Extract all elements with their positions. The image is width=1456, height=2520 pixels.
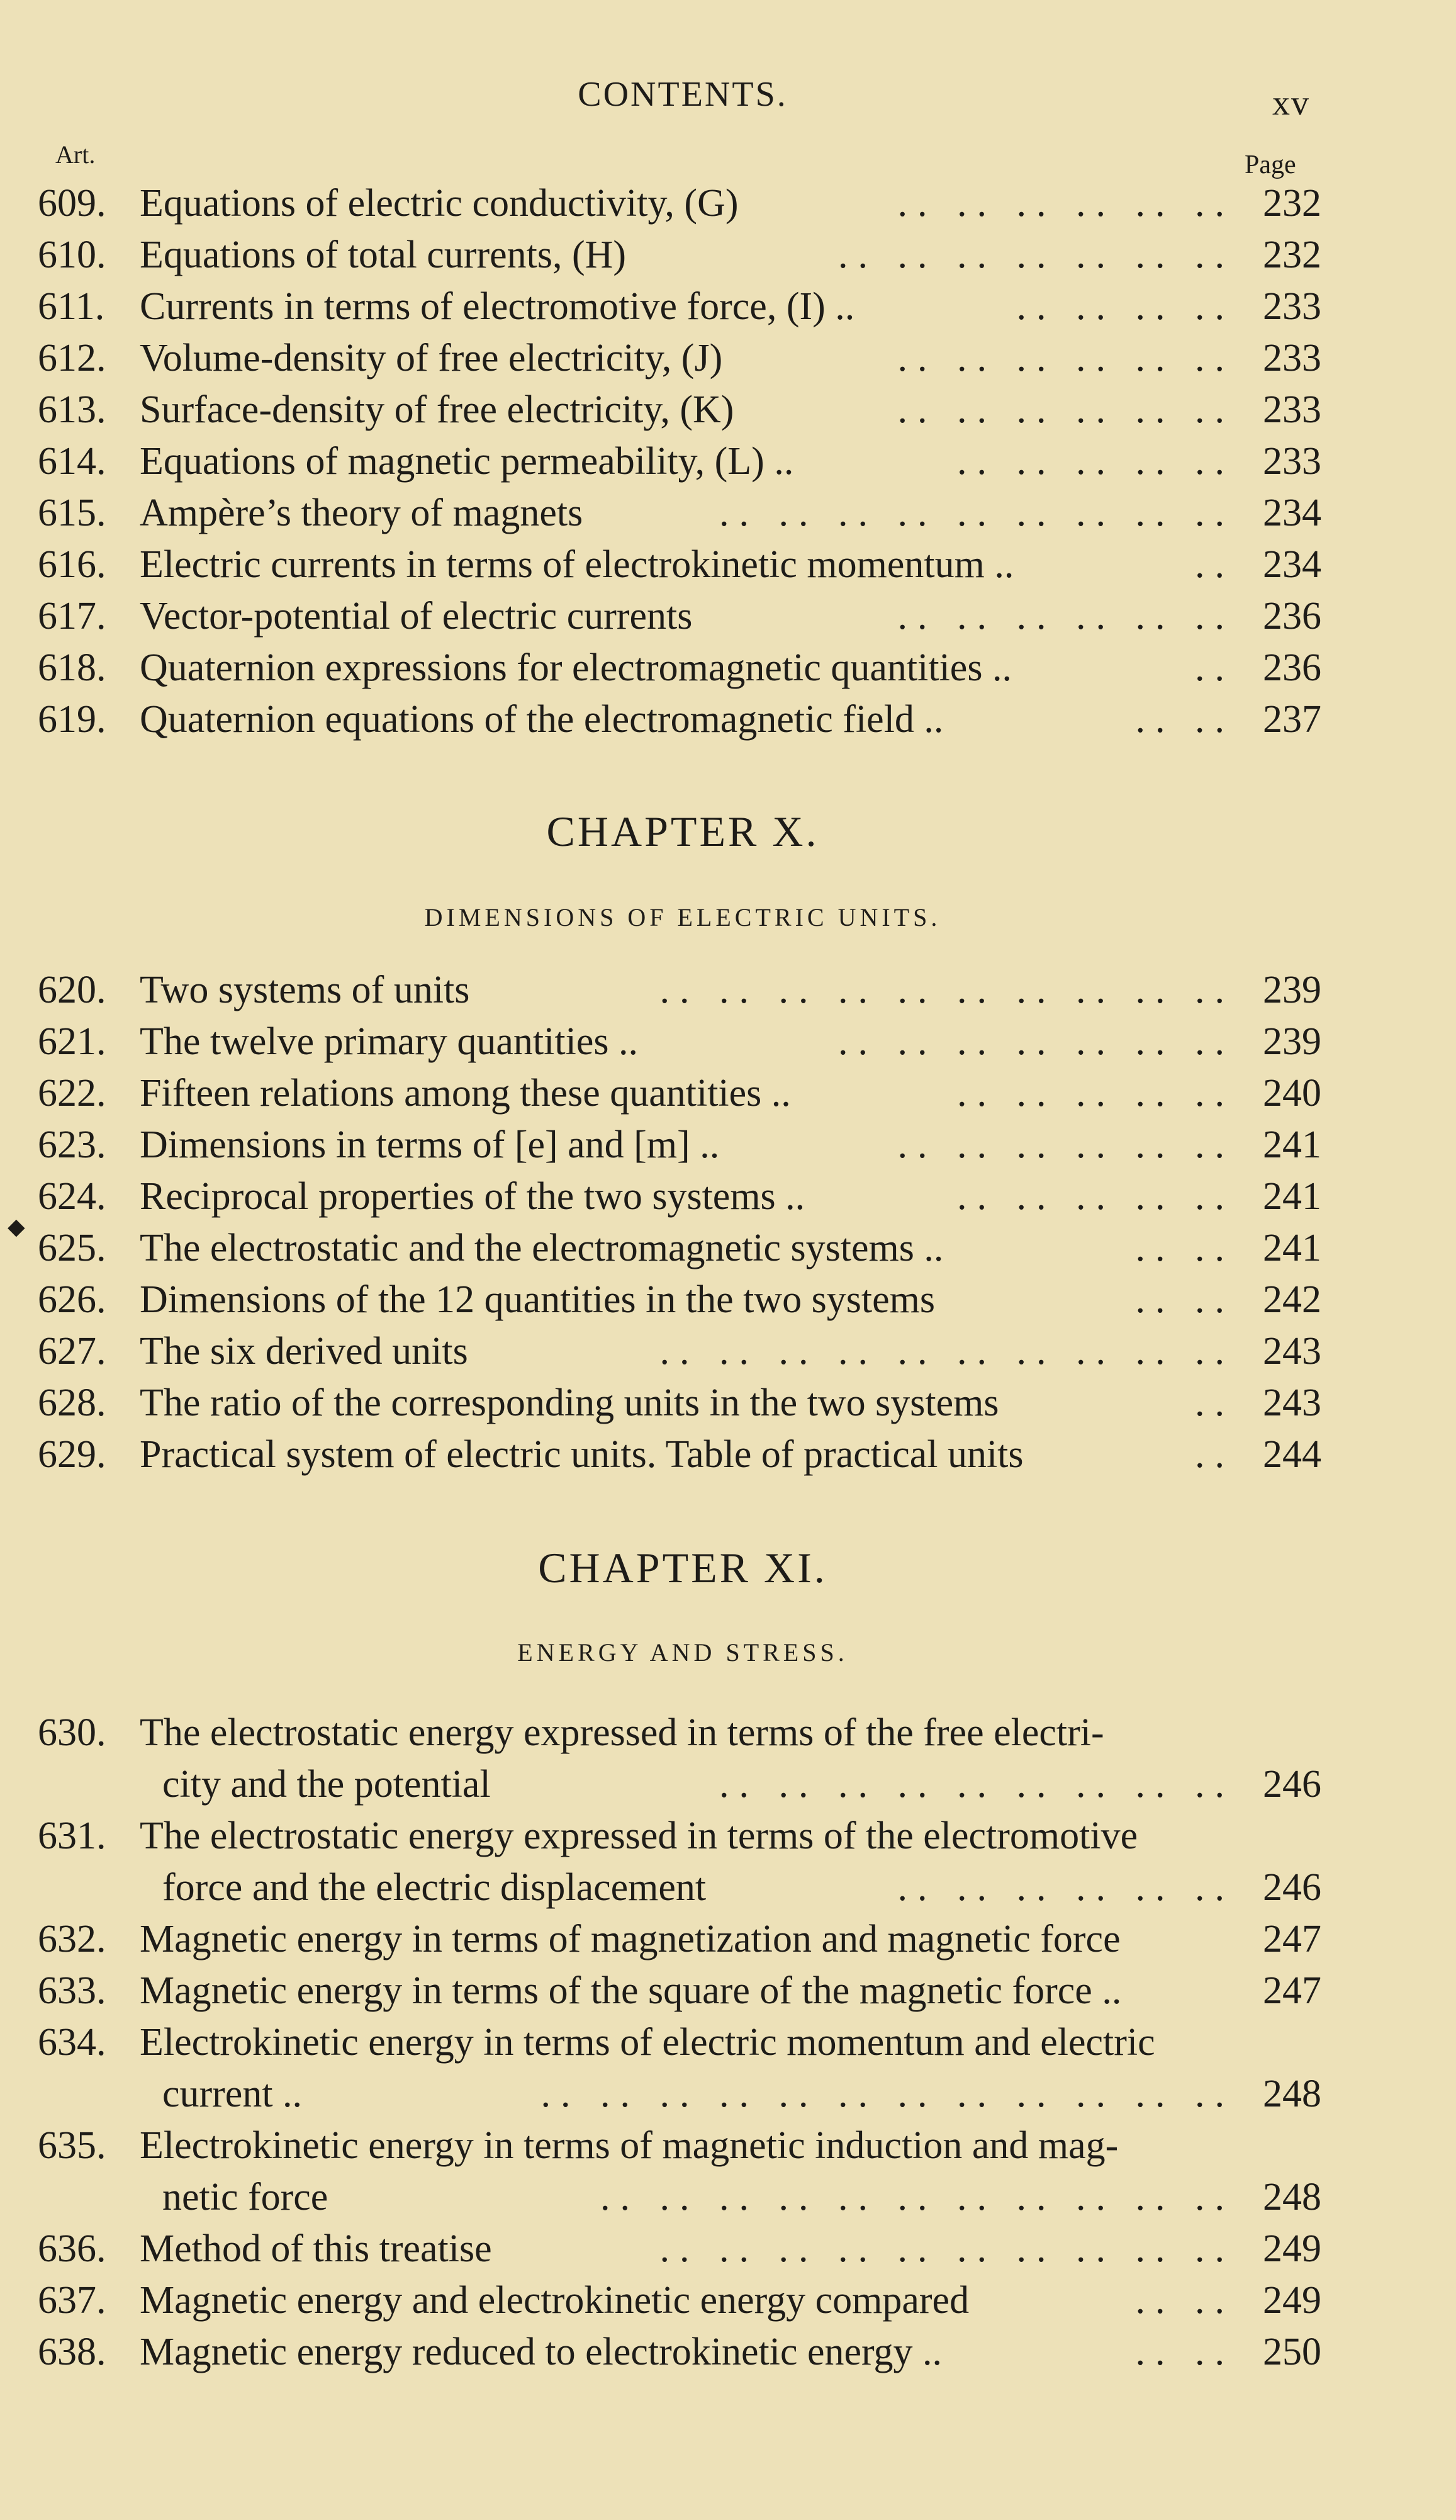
page-ref: 233 — [1263, 285, 1321, 328]
article-column-label: Art. — [55, 140, 96, 169]
bullet-marker-icon: ◆ — [8, 1214, 25, 1239]
dot-leader: .. .. .. .. .. — [957, 1072, 1235, 1115]
article-number: 618. — [38, 646, 106, 689]
contents-entry — [38, 1067, 1321, 1119]
page-ref: 232 — [1263, 233, 1321, 276]
article-number: 631. — [38, 1814, 106, 1857]
dot-leader: .. — [1195, 646, 1235, 689]
contents-entry — [38, 1016, 1321, 1067]
dot-leader: .. .. .. .. .. .. .. .. .. — [719, 1763, 1235, 1806]
entry-title: Currents in terms of electromotive force, (I) .. — [140, 285, 855, 328]
contents-entry — [38, 1119, 1321, 1171]
page-ref: 248 — [1263, 2176, 1321, 2219]
article-number: 620. — [38, 969, 106, 1011]
article-number: 629. — [38, 1433, 106, 1476]
entry-title-line1: Electrokinetic energy in terms of magnetic induction and mag- — [140, 2124, 1119, 2167]
chapter-heading-xi: CHAPTER XI. — [538, 1544, 827, 1592]
dot-leader: .. .. — [1135, 2279, 1235, 2322]
page-ref: 236 — [1263, 595, 1321, 638]
contents-entry — [38, 332, 1321, 384]
entry-title: Dimensions of the 12 quantities in the two systems — [140, 1278, 936, 1321]
article-number: 635. — [38, 2124, 106, 2167]
contents-entry — [38, 2120, 1321, 2223]
entry-title: Magnetic energy and electrokinetic energy compared — [140, 2279, 970, 2322]
contents-entry — [38, 1325, 1321, 1377]
entry-title: Magnetic energy in terms of the square of the magnetic force .. — [140, 1969, 1122, 2012]
entry-title: Surface-density of free electricity, (K) — [140, 388, 734, 431]
article-number: 625. — [38, 1227, 106, 1269]
entry-title: Magnetic energy reduced to electrokinetic energy .. — [140, 2331, 943, 2373]
article-number: 622. — [38, 1072, 106, 1115]
contents-entry — [38, 2326, 1321, 2378]
page-ref: 239 — [1263, 1020, 1321, 1063]
contents-entry — [38, 2017, 1321, 2120]
dot-leader: .. .. .. .. .. .. .. — [838, 233, 1235, 276]
entry-title: The electrostatic and the electromagnetic systems .. — [140, 1227, 944, 1269]
entry-title: Equations of electric conductivity, (G) — [140, 182, 739, 225]
running-head — [0, 74, 1456, 125]
page-ref: 250 — [1263, 2331, 1321, 2373]
page-ref: 236 — [1263, 646, 1321, 689]
page-ref: 234 — [1263, 543, 1321, 586]
article-number: 637. — [38, 2279, 106, 2322]
page-ref: 237 — [1263, 698, 1321, 741]
entry-title-line2: force and the electric displacement — [162, 1866, 707, 1909]
page-ref: 243 — [1263, 1381, 1321, 1424]
entry-title: Reciprocal properties of the two systems .. — [140, 1175, 805, 1218]
dot-leader: .. — [1195, 543, 1235, 586]
entry-title: Equations of total currents, (H) — [140, 233, 627, 276]
contents-entry — [38, 1913, 1321, 1965]
entry-title: Method of this treatise — [140, 2227, 492, 2270]
page-ref: 232 — [1263, 182, 1321, 225]
contents-entry — [38, 1274, 1321, 1325]
page-ref: 248 — [1263, 2073, 1321, 2115]
article-number: 632. — [38, 1918, 106, 1960]
entry-title: Electric currents in terms of electrokinetic momentum .. — [140, 543, 1014, 586]
page-title: CONTENTS. — [578, 75, 788, 114]
article-number: 613. — [38, 388, 106, 431]
chapter-subheading-x: DIMENSIONS OF ELECTRIC UNITS. — [424, 903, 941, 931]
dot-leader: .. .. — [1135, 1278, 1235, 1321]
contents-entry — [38, 1222, 1321, 1274]
dot-leader: .. .. .. .. .. .. — [897, 337, 1235, 380]
article-number: 611. — [38, 285, 105, 328]
page-ref: 247 — [1263, 1969, 1321, 2012]
contents-entry — [38, 964, 1321, 1016]
contents-entry — [38, 229, 1321, 281]
article-number: 624. — [38, 1175, 106, 1218]
article-number: 621. — [38, 1020, 106, 1063]
article-number: 614. — [38, 440, 106, 483]
chapter-heading-x: CHAPTER X. — [546, 807, 819, 855]
page-ref: 233 — [1263, 388, 1321, 431]
article-number: 638. — [38, 2331, 106, 2373]
chapter-subheading-xi: ENERGY AND STRESS. — [517, 1638, 848, 1667]
entry-title-line2: current .. — [162, 2073, 303, 2115]
entry-title: The ratio of the corresponding units in the two systems — [140, 1381, 999, 1424]
contents-entry — [38, 642, 1321, 694]
page-ref: 233 — [1263, 337, 1321, 380]
page-ref: 234 — [1263, 492, 1321, 534]
dot-leader: .. .. .. .. .. .. .. .. .. .. .. — [600, 2176, 1235, 2219]
page-column-label: Page — [1245, 150, 1296, 179]
page-ref: 247 — [1263, 1918, 1321, 1960]
contents-entry — [38, 2223, 1321, 2275]
entry-title-line2: city and the potential — [162, 1763, 491, 1806]
page-ref: 246 — [1263, 1763, 1321, 1806]
dot-leader: .. — [1195, 1381, 1235, 1424]
entry-title-line1: The electrostatic energy expressed in terms of the free electri- — [140, 1711, 1104, 1754]
contents-entry — [38, 590, 1321, 642]
entry-title-line2: netic force — [162, 2176, 328, 2219]
page-ref: 249 — [1263, 2227, 1321, 2270]
contents-entry — [38, 2275, 1321, 2326]
dot-leader: .. .. .. .. .. .. — [897, 595, 1235, 638]
entry-title: Fifteen relations among these quantities .. — [140, 1072, 791, 1115]
contents-entry — [38, 1171, 1321, 1222]
dot-leader: .. .. .. .. .. .. — [897, 388, 1235, 431]
article-number: 626. — [38, 1278, 106, 1321]
dot-leader: .. .. .. .. .. .. — [897, 1866, 1235, 1909]
entry-title: Two systems of units — [140, 969, 470, 1011]
dot-leader: .. .. .. .. .. .. .. .. .. .. — [659, 1330, 1235, 1373]
page-ref: 246 — [1263, 1866, 1321, 1909]
entry-title-line1: Electrokinetic energy in terms of electric momentum and electric — [140, 2021, 1155, 2064]
entry-title: Volume-density of free electricity, (J) — [140, 337, 723, 380]
dot-leader: .. .. .. .. .. .. .. .. .. .. .. .. — [540, 2073, 1235, 2115]
contents-list-chapter-xi — [38, 1707, 1321, 2378]
contents-list-section1 — [38, 177, 1321, 745]
contents-entry — [38, 1429, 1321, 1480]
dot-leader: .. .. .. .. .. — [957, 440, 1235, 483]
contents-entry — [38, 539, 1321, 590]
entry-title: Practical system of electric units. Table of practical units — [140, 1433, 1024, 1476]
article-number: 630. — [38, 1711, 106, 1754]
page-ref: 244 — [1263, 1433, 1321, 1476]
entry-title: Ampère’s theory of magnets — [140, 492, 583, 534]
article-number: 615. — [38, 492, 106, 534]
contents-entry — [38, 1707, 1321, 1810]
dot-leader: .. .. .. .. .. .. .. .. .. .. — [659, 2227, 1235, 2270]
page-ref: 243 — [1263, 1330, 1321, 1373]
entry-title: The six derived units — [140, 1330, 468, 1373]
contents-entry — [38, 694, 1321, 745]
entry-title: Quaternion equations of the electromagnetic field .. — [140, 698, 944, 741]
article-number: 634. — [38, 2021, 106, 2064]
contents-entry — [38, 177, 1321, 229]
entry-title: The twelve primary quantities .. — [140, 1020, 638, 1063]
page-ref: 241 — [1263, 1175, 1321, 1218]
article-number: 617. — [38, 595, 106, 638]
page-ref: 242 — [1263, 1278, 1321, 1321]
dot-leader: .. .. .. .. .. .. .. — [838, 1020, 1235, 1063]
contents-entry — [38, 1377, 1321, 1429]
dot-leader: .. .. .. .. .. .. — [897, 1123, 1235, 1166]
contents-entry — [38, 1810, 1321, 1913]
article-number: 623. — [38, 1123, 106, 1166]
dot-leader: .. — [1195, 1433, 1235, 1476]
entry-title: Equations of magnetic permeability, (L) .. — [140, 440, 794, 483]
page-ref: 239 — [1263, 969, 1321, 1011]
dot-leader: .. .. .. .. .. .. — [897, 182, 1235, 225]
entry-title: Dimensions in terms of [e] and [m] .. — [140, 1123, 720, 1166]
entry-title-line1: The electrostatic energy expressed in terms of the electromotive — [140, 1814, 1138, 1857]
contents-entry — [38, 281, 1321, 332]
contents-entry — [38, 487, 1321, 539]
article-number: 610. — [38, 233, 106, 276]
dot-leader: .. .. .. .. .. — [957, 1175, 1235, 1218]
dot-leader: .. .. — [1135, 2331, 1235, 2373]
contents-list-chapter-x — [38, 964, 1321, 1480]
contents-entry — [38, 436, 1321, 487]
page-ref: 241 — [1263, 1227, 1321, 1269]
article-number: 619. — [38, 698, 106, 741]
article-number: 633. — [38, 1969, 106, 2012]
page-ref: 249 — [1263, 2279, 1321, 2322]
dot-leader: .. .. .. .. .. .. .. .. .. .. — [659, 969, 1235, 1011]
dot-leader: .. .. .. .. .. .. .. .. .. — [719, 492, 1235, 534]
contents-entry — [38, 1965, 1321, 2017]
contents-entry — [38, 384, 1321, 436]
article-number: 609. — [38, 182, 106, 225]
page-ref: 241 — [1263, 1123, 1321, 1166]
entry-title: Quaternion expressions for electromagnetic quantities .. — [140, 646, 1012, 689]
page-number: xv — [1272, 84, 1310, 123]
page-ref: 240 — [1263, 1072, 1321, 1115]
entry-title: Vector-potential of electric currents — [140, 595, 693, 638]
article-number: 616. — [38, 543, 106, 586]
entry-title: Magnetic energy in terms of magnetization and magnetic force — [140, 1918, 1121, 1960]
page-ref: 233 — [1263, 440, 1321, 483]
dot-leader: .. .. — [1135, 1227, 1235, 1269]
article-number: 628. — [38, 1381, 106, 1424]
dot-leader: .. .. .. .. — [1016, 285, 1235, 328]
dot-leader: .. .. — [1135, 698, 1235, 741]
article-number: 636. — [38, 2227, 106, 2270]
article-number: 627. — [38, 1330, 106, 1373]
article-number: 612. — [38, 337, 106, 380]
